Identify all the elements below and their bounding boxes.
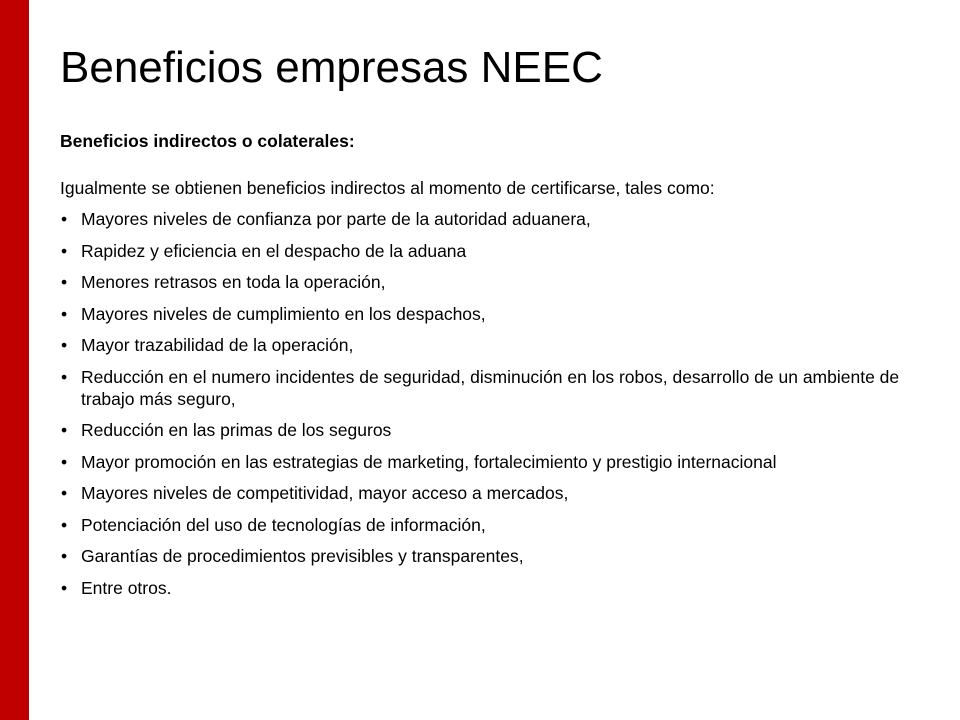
bullet-icon: • — [61, 546, 68, 566]
bullet-icon: • — [61, 420, 68, 440]
bullet-icon: • — [61, 514, 68, 535]
bullet-icon: • — [61, 451, 68, 472]
list-item-text: Reducción en las primas de los seguros — [81, 420, 392, 440]
list-item-text: Mayores niveles de competitividad, mayor acceso a mercados, — [81, 483, 569, 503]
side-accent-bar — [0, 0, 29, 720]
list-item-text: Mayores niveles de cumplimiento en los despachos, — [81, 303, 486, 324]
list-item — [60, 514, 910, 536]
list-item — [60, 577, 910, 599]
slide — [60, 0, 940, 720]
list-item — [60, 303, 910, 325]
slide-title: Beneficios empresas NEEC — [60, 43, 603, 92]
section-subtitle: Beneficios indirectos o colaterales: — [60, 131, 355, 151]
bullet-icon: • — [61, 483, 68, 503]
list-item — [60, 271, 910, 293]
bullet-icon: • — [61, 366, 68, 387]
list-item — [60, 366, 910, 410]
bullet-icon: • — [61, 335, 68, 355]
list-item — [60, 240, 910, 262]
bullet-icon: • — [61, 272, 68, 292]
bullet-icon: • — [61, 209, 68, 229]
list-item — [60, 545, 910, 567]
list-item-text: Garantías de procedimientos previsibles y transparentes, — [81, 546, 524, 566]
list-item — [60, 482, 910, 504]
list-item — [60, 208, 910, 230]
list-item-text: Mayor promoción en las estrategias de marketing, fortalecimiento y prestigio internacional — [81, 451, 777, 472]
list-item — [60, 451, 910, 473]
list-item — [60, 334, 910, 356]
bullet-icon: • — [61, 303, 68, 324]
list-item-text: Entre otros. — [81, 577, 172, 598]
list-item — [60, 419, 910, 441]
slide-content — [60, 130, 910, 608]
intro-text: Igualmente se obtienen beneficios indirectos al momento de certificarse, tales como: — [60, 178, 715, 198]
bullet-icon: • — [61, 577, 68, 598]
list-item-text: Potenciación del uso de tecnologías de información, — [81, 514, 486, 535]
list-item-text: Rapidez y eficiencia en el despacho de la aduana — [81, 240, 467, 261]
benefits-list — [60, 208, 910, 599]
bullet-icon: • — [61, 240, 68, 261]
list-item-text: Menores retrasos en toda la operación, — [81, 272, 386, 292]
list-item-text: Mayor trazabilidad de la operación, — [81, 335, 354, 355]
list-item-text: Mayores niveles de confianza por parte de la autoridad aduanera, — [81, 209, 591, 229]
list-item-text: Reducción en el numero incidentes de seguridad, disminución en los robos, desarrollo de un ambiente de trabajo más seguro, — [81, 366, 900, 409]
